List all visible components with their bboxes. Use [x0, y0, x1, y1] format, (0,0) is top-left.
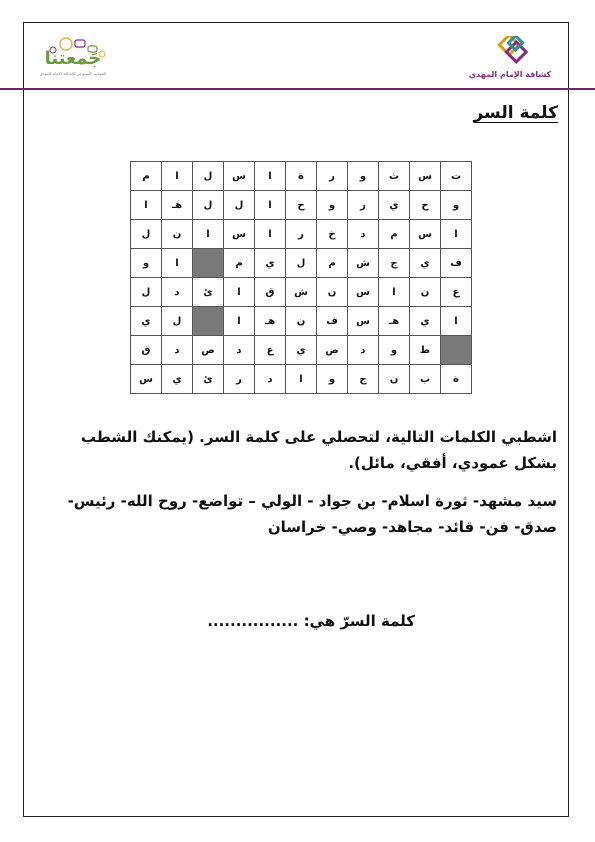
- grid-cell[interactable]: ن: [162, 220, 193, 249]
- answer-blank[interactable]: ................: [207, 612, 299, 630]
- grid-row: [131, 278, 472, 307]
- left-logo-subtext: الموسم الأسبوعي لكشافة الإمام المهدي: [39, 71, 107, 76]
- word-list: سيد مشهد- ثورة اسلام- بن جواد - الولي – تواضع- روح الله- رئيس- صدق- فن- قائد- مجاهد- وصي- خراسان: [67, 492, 557, 536]
- grid-row: [131, 336, 472, 365]
- grid-cell[interactable]: ئ: [193, 278, 224, 307]
- grid-cell[interactable]: ا: [224, 278, 255, 307]
- grid-cell[interactable]: س: [224, 162, 255, 191]
- grid-cell[interactable]: ي: [410, 307, 441, 336]
- grid-cell[interactable]: ج: [348, 365, 379, 394]
- grid-row: [131, 365, 472, 394]
- grid-cell[interactable]: ن: [379, 365, 410, 394]
- page-frame: [23, 22, 569, 817]
- grid-cell[interactable]: و: [379, 336, 410, 365]
- word-search-grid: [130, 161, 472, 394]
- grid-cell[interactable]: س: [410, 162, 441, 191]
- grid-cell[interactable]: ل: [193, 191, 224, 220]
- grid-cell[interactable]: ل: [286, 249, 317, 278]
- grid-row: [131, 220, 472, 249]
- grid-cell[interactable]: ي: [379, 191, 410, 220]
- grid-cell[interactable]: هـ: [379, 307, 410, 336]
- instructions-text: اشطبي الكلمات التالية، لتحصلي على كلمة السر. (يمكنك الشطب بشكل عمودي، أفقي، مائل).: [80, 428, 557, 472]
- grid-cell[interactable]: ج: [379, 249, 410, 278]
- grid-cell[interactable]: ي: [131, 307, 162, 336]
- grid-cell[interactable]: [441, 336, 472, 365]
- grid-cell[interactable]: [193, 307, 224, 336]
- answer-line: [207, 612, 415, 630]
- grid-cell[interactable]: ا: [193, 220, 224, 249]
- grid-cell[interactable]: ص: [317, 336, 348, 365]
- grid-cell[interactable]: ص: [193, 336, 224, 365]
- grid-cell[interactable]: ن: [317, 278, 348, 307]
- grid-cell[interactable]: ل: [193, 162, 224, 191]
- grid-cell[interactable]: ر: [224, 365, 255, 394]
- grid-cell[interactable]: ي: [255, 249, 286, 278]
- grid-cell[interactable]: س: [348, 278, 379, 307]
- grid-cell[interactable]: د: [348, 336, 379, 365]
- grid-cell[interactable]: ي: [410, 249, 441, 278]
- grid-cell[interactable]: ا: [255, 191, 286, 220]
- grid-cell[interactable]: ي: [162, 365, 193, 394]
- grid-cell[interactable]: ف: [317, 307, 348, 336]
- grid-cell[interactable]: ا: [255, 220, 286, 249]
- grid-cell[interactable]: س: [410, 220, 441, 249]
- grid-row: [131, 191, 472, 220]
- grid-cell[interactable]: ل: [224, 191, 255, 220]
- grid-cell[interactable]: و: [441, 191, 472, 220]
- grid-cell[interactable]: ث: [379, 162, 410, 191]
- grid-cell[interactable]: ي: [286, 336, 317, 365]
- page-title: كلمة السر: [473, 103, 558, 123]
- grid-cell[interactable]: ا: [441, 220, 472, 249]
- grid-cell[interactable]: د: [348, 220, 379, 249]
- grid-cell[interactable]: ق: [131, 336, 162, 365]
- grid-cell[interactable]: ر: [286, 220, 317, 249]
- header-divider: [0, 88, 595, 90]
- grid-cell[interactable]: ا: [162, 162, 193, 191]
- right-logo-text: كشافة الإمام المهدي: [468, 70, 552, 79]
- grid-cell[interactable]: ر: [317, 162, 348, 191]
- grid-cell[interactable]: ت: [441, 162, 472, 191]
- grid-row: [131, 249, 472, 278]
- grid-cell[interactable]: ح: [410, 191, 441, 220]
- grid-row: [131, 162, 472, 191]
- answer-label: كلمة السرّ هي:: [303, 612, 415, 630]
- grid-cell[interactable]: ش: [286, 278, 317, 307]
- grid-cell[interactable]: م: [379, 220, 410, 249]
- grid-cell[interactable]: ل: [162, 307, 193, 336]
- grid-cell[interactable]: ح: [286, 191, 317, 220]
- grid-cell[interactable]: س: [224, 220, 255, 249]
- grid-cell[interactable]: ن: [410, 278, 441, 307]
- grid-cell[interactable]: ق: [255, 278, 286, 307]
- grid-cell[interactable]: م: [131, 162, 162, 191]
- grid-cell[interactable]: ة: [286, 162, 317, 191]
- grid-cell[interactable]: ا: [224, 307, 255, 336]
- grid-cell[interactable]: م: [317, 249, 348, 278]
- grid-cell[interactable]: و: [317, 191, 348, 220]
- grid-cell[interactable]: هـ: [255, 307, 286, 336]
- grid-cell[interactable]: خ: [317, 220, 348, 249]
- grid-cell[interactable]: د: [224, 336, 255, 365]
- grid-cell[interactable]: ن: [286, 307, 317, 336]
- left-logo-text: جَمعتنا: [44, 48, 102, 69]
- grid-cell[interactable]: ا: [255, 162, 286, 191]
- grid-cell[interactable]: هـ: [162, 191, 193, 220]
- grid-cell[interactable]: [193, 249, 224, 278]
- grid-cell[interactable]: ل: [131, 220, 162, 249]
- grid-cell[interactable]: ل: [131, 278, 162, 307]
- grid-cell[interactable]: و: [131, 249, 162, 278]
- grid-cell[interactable]: ة: [441, 365, 472, 394]
- grid-cell[interactable]: ا: [131, 191, 162, 220]
- grid-cell[interactable]: ش: [348, 249, 379, 278]
- grid-cell[interactable]: س: [131, 365, 162, 394]
- grid-cell[interactable]: ا: [379, 278, 410, 307]
- grid-cell[interactable]: ا: [286, 365, 317, 394]
- grid-cell[interactable]: د: [255, 365, 286, 394]
- grid-row: [131, 307, 472, 336]
- grid-cell[interactable]: ر: [348, 191, 379, 220]
- grid-cell[interactable]: ئ: [193, 365, 224, 394]
- grid-cell[interactable]: س: [348, 307, 379, 336]
- grid-cell[interactable]: م: [224, 249, 255, 278]
- grid-cell[interactable]: ا: [162, 249, 193, 278]
- grid-cell[interactable]: ع: [441, 278, 472, 307]
- grid-cell[interactable]: و: [348, 162, 379, 191]
- grid-cell[interactable]: ب: [410, 365, 441, 394]
- grid-cell[interactable]: د: [162, 278, 193, 307]
- grid-cell[interactable]: ف: [441, 249, 472, 278]
- grid-cell[interactable]: ع: [255, 336, 286, 365]
- grid-cell[interactable]: ا: [441, 307, 472, 336]
- grid-cell[interactable]: و: [317, 365, 348, 394]
- grid-cell[interactable]: ط: [410, 336, 441, 365]
- grid-cell[interactable]: د: [162, 336, 193, 365]
